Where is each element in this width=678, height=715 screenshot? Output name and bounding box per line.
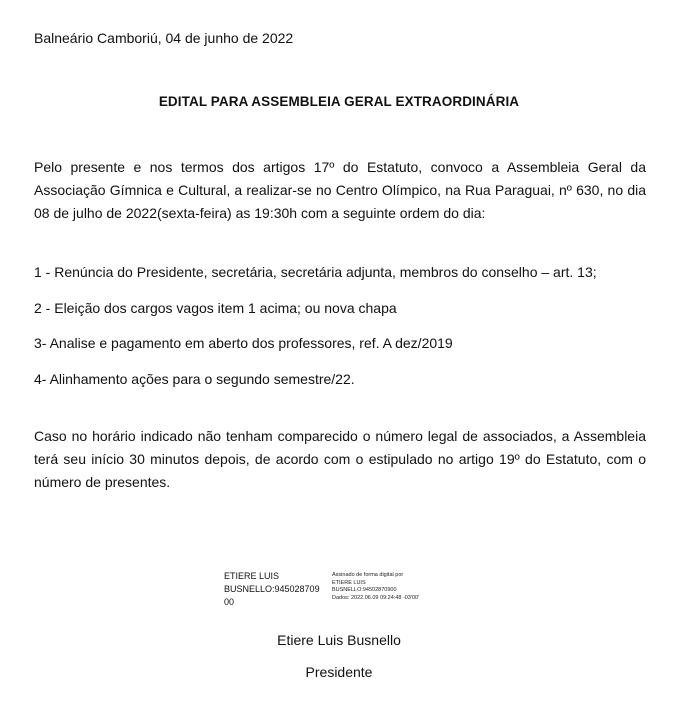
digital-stamp-line: Assinado de forma digital por (332, 572, 404, 578)
document-title: EDITAL PARA ASSEMBLEIA GERAL EXTRAORDINÁRIA (158, 94, 520, 109)
digital-name-line: BUSNELLO:945028709 (224, 584, 320, 594)
digital-signature-stamp (332, 572, 462, 602)
agenda-list (34, 262, 654, 404)
signer-role: Presidente (305, 664, 373, 680)
agenda-item: 2 - Eleição dos cargos vagos item 1 acima; ou nova chapa (34, 299, 397, 316)
intro-paragraph: Pelo presente e nos termos dos artigos 17º do Estatuto, convoco a Assembleia Geral da Associação Gímnica e Cultural, a realizar-se no Centro Olímpico, na Rua Paraguai, nº 630, no dia 08 de julho de 2022(sexta-feira) as 19:30h com a seguinte ordem do dia: (34, 159, 646, 221)
digital-signature-name (224, 570, 334, 609)
digital-name-line: 00 (224, 597, 235, 607)
agenda-item: 1 - Renúncia do Presidente, secretária, secretária adjunta, membros do conselho – art. 13; (34, 264, 597, 280)
closing-paragraph: Caso no horário indicado não tenham comparecido o número legal de associados, a Assembleia terá seu início 30 minutos depois, de acordo com o estipulado no artigo 19º do Estatuto, com o número de presentes. (34, 428, 646, 490)
place-date: Balneário Camboriú, 04 de junho de 2022 (34, 30, 294, 46)
digital-stamp-line: BUSNELLO:94502870900 (332, 587, 397, 593)
agenda-item: 4- Alinhamento ações para o segundo semestre/22. (34, 370, 355, 387)
digital-stamp-line: Dados: 2022.06.09 09:24:48 -03'00' (332, 594, 420, 601)
signer-name: Etiere Luis Busnello (277, 632, 401, 648)
digital-name-line: ETIERE LUIS (224, 571, 280, 581)
digital-stamp-line: ETIERE LUIS (332, 579, 366, 586)
agenda-item: 3- Analise e pagamento em aberto dos professores, ref. A dez/2019 (34, 335, 453, 351)
